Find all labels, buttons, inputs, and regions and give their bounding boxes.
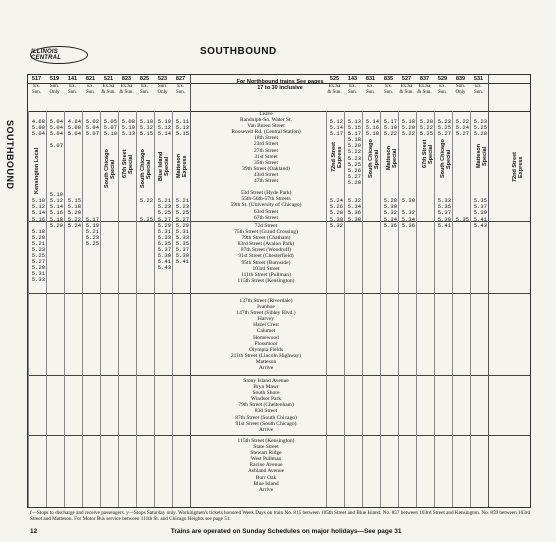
- departure-time: 5.31: [157, 227, 171, 235]
- departure-time: 5.27: [437, 130, 451, 138]
- station-name: Stony Island Avenue: [243, 378, 289, 384]
- train-label: South Chicago Special: [140, 149, 152, 189]
- departure-time: 5.39: [157, 252, 171, 260]
- train-label: 67th Street Special: [122, 149, 134, 179]
- departure-time: 5.15: [347, 124, 361, 132]
- departure-time: 5.24: [67, 221, 81, 229]
- train-number: 519: [49, 76, 60, 82]
- departure-time: 5.18: [401, 118, 415, 125]
- train-days: Ex.Sa & Sun.: [101, 84, 116, 95]
- departure-time: 5.43: [473, 221, 487, 229]
- direction-heading: SOUTHBOUND: [200, 46, 277, 57]
- departure-time: 5.08: [121, 118, 135, 125]
- train-days: Ex.Sa & Sun.: [417, 84, 432, 95]
- station-name: Randolph-So. Water St.: [239, 117, 292, 124]
- train-days: Ex. Sun.: [347, 84, 358, 95]
- station-name: 91st Street (South Chicago): [235, 420, 297, 427]
- departure-time: 5.04: [85, 124, 99, 132]
- departure-time: 5.18: [365, 130, 379, 138]
- departure-time: 5.26: [347, 166, 361, 174]
- departure-time: 5.35: [473, 197, 487, 205]
- departure-time: 5.17: [383, 118, 397, 125]
- departure-time: 5.22: [383, 130, 397, 138]
- train-number: 517: [31, 76, 42, 82]
- station-name: Calumet: [256, 328, 276, 335]
- station-name: Arrive: [258, 365, 274, 372]
- departure-time: 5.14: [31, 209, 45, 217]
- departure-time: 5.41: [157, 258, 171, 266]
- station-name: 43rd Street: [253, 171, 279, 178]
- station-name: 137th Street (Riverdale): [239, 298, 293, 304]
- train-days: Sun. Only: [455, 84, 466, 95]
- train-number: 839: [455, 76, 466, 82]
- train-days: Sun. Only: [49, 84, 60, 95]
- departure-time: 5.38: [347, 215, 361, 223]
- train-days: Ex.Sa & Sun.: [399, 84, 414, 95]
- departure-time: 5.04: [49, 130, 63, 138]
- departure-time: 5.02: [85, 118, 99, 125]
- departure-time: 5.12: [329, 118, 343, 125]
- station-name: Bryn Mawr: [253, 384, 279, 391]
- departure-time: 5.28: [383, 197, 397, 205]
- station-name: 47th Street: [254, 178, 278, 185]
- station-name: 27th Street: [254, 147, 278, 154]
- station-name: Roosevelt Rd. (Central Station): [231, 129, 301, 136]
- train-number: 531: [473, 76, 484, 82]
- departure-time: 5.39: [437, 215, 451, 223]
- side-direction-label: SOUTHBOUND: [5, 120, 15, 190]
- train-number: 141: [67, 76, 78, 82]
- station-list-kensington: [208, 223, 324, 284]
- departure-time: 5.10: [103, 130, 117, 138]
- departure-time: 5.30: [383, 203, 397, 211]
- station-name: Leave: [259, 111, 273, 117]
- time-column: [452, 119, 469, 223]
- train-number: 837: [419, 76, 430, 82]
- departure-time: 5.14: [365, 118, 379, 125]
- train-days: Ex. Sun.: [175, 84, 186, 95]
- train-number: 827: [175, 76, 186, 82]
- departure-time: 5.12: [157, 124, 171, 132]
- train-days: Ex. Sun.: [31, 84, 42, 95]
- departure-time: 5.16: [31, 215, 45, 223]
- train-number: 835: [383, 76, 394, 82]
- departure-time: 5.15: [67, 197, 81, 205]
- station-name: 75th Street (Grand Crossing): [234, 229, 298, 236]
- train-number: 831: [365, 76, 376, 82]
- station-name: Van Buren Street: [247, 123, 285, 130]
- departure-time: 5.27: [347, 172, 361, 180]
- departure-time: 5.35: [175, 239, 189, 247]
- departure-time: 5.30: [401, 197, 415, 205]
- departure-time: 5.33: [31, 276, 45, 284]
- departure-time: 5.18: [31, 227, 45, 235]
- departure-time: 5.29: [31, 264, 45, 272]
- station-name: Flossmoor: [254, 340, 278, 347]
- departure-time: 5.20: [49, 221, 63, 229]
- departure-time: 5.00: [31, 124, 45, 132]
- departure-time: 5.25: [157, 209, 171, 217]
- train-days: Ex. Sun.: [383, 84, 394, 95]
- train-label: Matteson Special: [386, 145, 398, 171]
- departure-time: 5.14: [329, 124, 343, 132]
- departure-time: 5.37: [157, 245, 171, 253]
- departure-time: 5.30: [329, 215, 343, 223]
- departure-time: 5.21: [175, 197, 189, 205]
- station-name: Harvey: [257, 316, 275, 323]
- station-name: 91st Street (Chesterfield): [238, 253, 294, 260]
- departure-time: 5.27: [31, 258, 45, 266]
- departure-time: 5.21: [85, 227, 99, 235]
- departure-time: 5.27: [175, 215, 189, 223]
- train-number: 821: [85, 76, 96, 82]
- departure-time: 5.34: [401, 215, 415, 223]
- train-label: South Chicago Special: [368, 139, 380, 179]
- station-name: Racine Avenue: [249, 462, 283, 469]
- departure-time: 5.10: [121, 124, 135, 132]
- train-number: 523: [157, 76, 168, 82]
- northbound-info-note: For Northbound trains See pages 17 to 30 inclusive: [236, 79, 324, 91]
- departure-time: 5.23: [175, 203, 189, 211]
- departure-time: 5.34: [383, 215, 397, 223]
- train-label: Blue Island Special: [158, 151, 170, 181]
- station-name: 55th-56th-57th Streets: [241, 196, 291, 203]
- departure-time: 5.29: [157, 221, 171, 229]
- departure-time: 5.23: [473, 118, 487, 125]
- station-name: 67th Street: [254, 214, 278, 221]
- station-name: Windsor Park: [250, 396, 282, 403]
- departure-time: 5.21: [157, 197, 171, 205]
- departure-time: 5.35: [455, 215, 469, 223]
- departure-time: 5.33: [157, 233, 171, 241]
- departure-time: 5.04: [31, 130, 45, 138]
- station-name: Hazel Crest: [253, 322, 279, 329]
- departure-time: 5.17: [85, 215, 99, 223]
- departure-time: 5.36: [347, 209, 361, 217]
- departure-time: 5.25: [175, 209, 189, 217]
- departure-time: 5.07: [103, 124, 117, 132]
- column-divider: [488, 75, 489, 507]
- train-number: 143: [347, 76, 358, 82]
- departure-time: 5.25: [85, 239, 99, 247]
- column-divider: [100, 111, 101, 507]
- departure-time: 5.27: [455, 130, 469, 138]
- train-label: Matteson Special: [476, 143, 488, 169]
- train-days: Ex. Sun.: [437, 84, 448, 95]
- departure-time: 5.10: [157, 118, 171, 125]
- station-list-main: [208, 111, 324, 221]
- time-column: [398, 119, 415, 229]
- station-name: Ivanhoe: [257, 304, 275, 311]
- departure-time: 5.39: [175, 252, 189, 260]
- time-column: [64, 119, 81, 229]
- departure-time: 5.12: [49, 197, 63, 205]
- station-name: 39th Street (Oakland): [242, 165, 290, 172]
- station-name: 31st Street: [254, 153, 278, 160]
- station-name: Blue Island: [253, 480, 279, 487]
- station-name: Arrive: [258, 426, 274, 433]
- departure-time: 5.41: [437, 221, 451, 229]
- departure-time: 5.28: [347, 178, 361, 186]
- time-column: [46, 119, 63, 229]
- departure-time: 5.04: [67, 130, 81, 138]
- departure-time: 5.36: [383, 221, 397, 229]
- train-days: Ex.Sa & Sun.: [327, 84, 342, 95]
- train-label: 72nd Street Express: [331, 142, 343, 172]
- departure-time: 5.24: [329, 197, 343, 205]
- column-divider: [118, 111, 119, 507]
- departure-time: 5.37: [175, 245, 189, 253]
- departure-time: 5.13: [175, 124, 189, 132]
- departure-time: 5.04: [49, 124, 63, 132]
- departure-time: 5.19: [85, 221, 99, 229]
- departure-time: 5.32: [401, 209, 415, 217]
- departure-time: 5.22: [139, 197, 153, 205]
- station-name: 211th Street (Lincoln Highway): [230, 352, 302, 359]
- departure-time: 5.41: [473, 215, 487, 223]
- departure-time: 5.20: [401, 124, 415, 132]
- train-number: 825: [139, 76, 150, 82]
- train-days: Ex. Sun.: [67, 84, 78, 95]
- departure-time: 5.34: [347, 203, 361, 211]
- time-column: [344, 119, 361, 223]
- departure-time: 5.20: [347, 142, 361, 150]
- departure-time: 5.07: [49, 142, 63, 150]
- time-column: [118, 119, 135, 137]
- holiday-note: Trains are operated on Sunday Schedules on major holidays—See page 31: [170, 528, 402, 535]
- departure-time: 5.17: [329, 130, 343, 138]
- departure-time: 4.68: [31, 118, 45, 125]
- departure-time: 5.12: [31, 203, 45, 211]
- departure-time: 5.13: [121, 130, 135, 138]
- departure-time: 5.23: [157, 203, 171, 211]
- departure-time: 5.23: [437, 118, 451, 125]
- time-column: [470, 119, 487, 229]
- departure-time: 5.32: [383, 209, 397, 217]
- departure-time: 5.41: [175, 258, 189, 266]
- departure-time: 5.21: [31, 239, 45, 247]
- station-name: Arrive: [258, 486, 274, 493]
- departure-time: 5.15: [139, 130, 153, 138]
- train-label: South Chicago Special: [104, 149, 116, 189]
- train-label: 67th Street Special: [422, 139, 434, 169]
- station-name: South Shore: [252, 390, 280, 397]
- departure-time: 5.25: [473, 124, 487, 132]
- departure-time: 5.23: [347, 154, 361, 162]
- column-divider: [190, 75, 191, 507]
- departure-time: 5.33: [437, 197, 451, 205]
- departure-time: 5.22: [419, 124, 433, 132]
- train-number: 529: [437, 76, 448, 82]
- departure-time: 5.16: [365, 124, 379, 132]
- departure-time: 5.25: [437, 124, 451, 132]
- station-name: Matteson: [255, 358, 277, 365]
- station-name: Homewood: [253, 334, 279, 341]
- station-name: 35th Street: [254, 159, 278, 166]
- column-divider: [416, 111, 417, 507]
- station-name: 18th Street: [254, 135, 278, 142]
- departure-time: 5.39: [473, 209, 487, 217]
- section-divider: [28, 435, 530, 436]
- departure-time: 5.20: [67, 209, 81, 217]
- station-name: 115th Street (Kensington): [237, 277, 295, 284]
- station-name: Olympia Fields: [248, 346, 284, 353]
- departure-time: 5.19: [383, 124, 397, 132]
- train-label: Kensington Local: [34, 147, 40, 195]
- station-name: 79th Street (Chatham): [241, 235, 291, 242]
- time-column: [380, 119, 397, 229]
- departure-time: 5.25: [31, 252, 45, 260]
- page-number: 12: [30, 528, 38, 535]
- station-name: 147th Street (Sibley Blvd.): [236, 310, 296, 317]
- time-column: [362, 119, 379, 137]
- departure-time: 4.64: [67, 118, 81, 125]
- timetable: [27, 74, 531, 508]
- departure-time: 5.14: [157, 130, 171, 138]
- section-divider: [28, 293, 530, 294]
- departure-time: 5.22: [401, 130, 415, 138]
- logo-text: ILLINOIS CENTRAL: [31, 49, 62, 61]
- station-name: 95th Street (Burnside): [241, 259, 291, 266]
- departure-time: 5.18: [67, 203, 81, 211]
- section-divider: [28, 375, 530, 376]
- departure-time: 5.10: [31, 197, 45, 205]
- departure-time: 5.31: [175, 227, 189, 235]
- time-column: [28, 119, 45, 284]
- departure-time: 5.18: [347, 136, 361, 144]
- departure-time: 5.22: [347, 148, 361, 156]
- train-days: Ex.Sa & Sun.: [119, 84, 134, 95]
- time-column: [434, 119, 451, 229]
- departure-time: 5.20: [31, 233, 45, 241]
- station-name: 23rd Street: [253, 141, 279, 148]
- station-name: West Pullman: [250, 456, 282, 463]
- departure-time: 5.23: [31, 245, 45, 253]
- departure-time: 5.33: [175, 233, 189, 241]
- time-column: [172, 119, 189, 265]
- departure-time: 5.26: [329, 203, 343, 211]
- departure-time: 5.25: [139, 215, 153, 223]
- departure-time: 5.35: [437, 203, 451, 211]
- station-name: 111th Street (Pullman): [241, 271, 291, 278]
- train-days: Ex. Sun.: [473, 84, 484, 95]
- train-number: 525: [329, 76, 340, 82]
- departure-time: 5.36: [401, 221, 415, 229]
- departure-time: 5.12: [139, 124, 153, 132]
- station-name: 59th St. (University of Chicago): [230, 202, 302, 209]
- departure-time: 5.24: [455, 124, 469, 132]
- train-days: Sun. Only: [157, 84, 168, 95]
- station-name: Stewart Ridge: [250, 450, 282, 457]
- time-column: [100, 119, 117, 137]
- column-divider: [362, 111, 363, 507]
- station-name: 115th Street (Kensington): [237, 438, 295, 444]
- departure-time: 5.04: [49, 118, 63, 125]
- train-days: Ex. Sun.: [365, 84, 376, 95]
- departure-time: 5.05: [103, 118, 117, 125]
- train-label: Matteson Express: [176, 153, 188, 179]
- departure-time: 5.25: [347, 160, 361, 168]
- departure-time: 5.32: [329, 221, 343, 229]
- station-name: 83d Street: [254, 408, 278, 415]
- time-column: [154, 119, 171, 271]
- departure-time: 5.29: [175, 221, 189, 229]
- station-name: Burr Oak: [255, 474, 277, 481]
- departure-time: 5.25: [419, 130, 433, 138]
- station-name: 63rd Street: [253, 208, 279, 215]
- departure-time: 5.13: [347, 118, 361, 125]
- departure-time: 5.15: [175, 130, 189, 138]
- time-column: [82, 119, 99, 247]
- train-days: Ex. Sun.: [85, 84, 96, 95]
- departure-time: 5.10: [49, 191, 63, 199]
- departure-time: 5.10: [139, 118, 153, 125]
- footnote: f—Stops to discharge and receive passengers. y—Stops Saturday only. Workingmen's tickets honored Week Days on train No. 815 between 105th Street and Blue Island. No. 857 between 103rd Street and Kensington. No. 859 between 103rd Street and Matteson. For Motor Bus service between 111th St. and Chicago Heights see page 51.: [30, 510, 531, 522]
- departure-time: 5.28: [473, 130, 487, 138]
- train-number: 521: [103, 76, 114, 82]
- time-column: [416, 119, 433, 137]
- train-days: Ex. Sun.: [139, 84, 150, 95]
- station-name: 87th Street (Woodruff): [240, 247, 292, 254]
- station-name: 103rd Street: [252, 265, 280, 272]
- time-column: [326, 119, 343, 229]
- station-list-matteson: [208, 298, 324, 371]
- departure-time: 5.37: [473, 203, 487, 211]
- page-footer: [30, 528, 535, 535]
- station-name: 53d Street (Hyde Park): [240, 190, 292, 197]
- station-name: 83rd Street (Avalon Park): [237, 241, 295, 248]
- station-name: 72d Street: [254, 223, 278, 229]
- station-list-blue-island: [208, 438, 324, 493]
- departure-time: 5.22: [67, 215, 81, 223]
- departure-time: 5.31: [31, 270, 45, 278]
- departure-time: 5.37: [437, 209, 451, 217]
- train-number: 823: [121, 76, 132, 82]
- departure-time: 5.27: [157, 215, 171, 223]
- time-column: [136, 119, 153, 223]
- departure-time: 5.28: [329, 209, 343, 217]
- railroad-logo: [30, 46, 88, 64]
- departure-time: 5.32: [347, 197, 361, 205]
- departure-time: 5.07: [85, 130, 99, 138]
- train-label: 72nd Street Express: [512, 152, 524, 182]
- departure-time: 5.20: [419, 118, 433, 125]
- station-name: State Street: [253, 444, 279, 451]
- departure-time: 5.16: [49, 209, 63, 217]
- train-number: 527: [401, 76, 412, 82]
- departure-time: 5.35: [157, 239, 171, 247]
- station-name: Ashland Avenue: [247, 468, 285, 475]
- station-list-south-chicago: [208, 378, 324, 433]
- train-label: South Chicago Special: [440, 139, 452, 179]
- departure-time: 5.14: [49, 203, 63, 211]
- departure-time: 5.00: [67, 124, 81, 132]
- station-name: 79th Street (Cheltenham): [238, 402, 294, 409]
- departure-time: 5.11: [175, 118, 189, 125]
- station-name: 87th Street (South Chicago): [235, 414, 297, 421]
- departure-time: 5.17: [347, 130, 361, 138]
- departure-time: 5.23: [85, 233, 99, 241]
- departure-time: 5.18: [49, 215, 63, 223]
- departure-time: 5.22: [455, 118, 469, 125]
- departure-time: 5.43: [157, 264, 171, 272]
